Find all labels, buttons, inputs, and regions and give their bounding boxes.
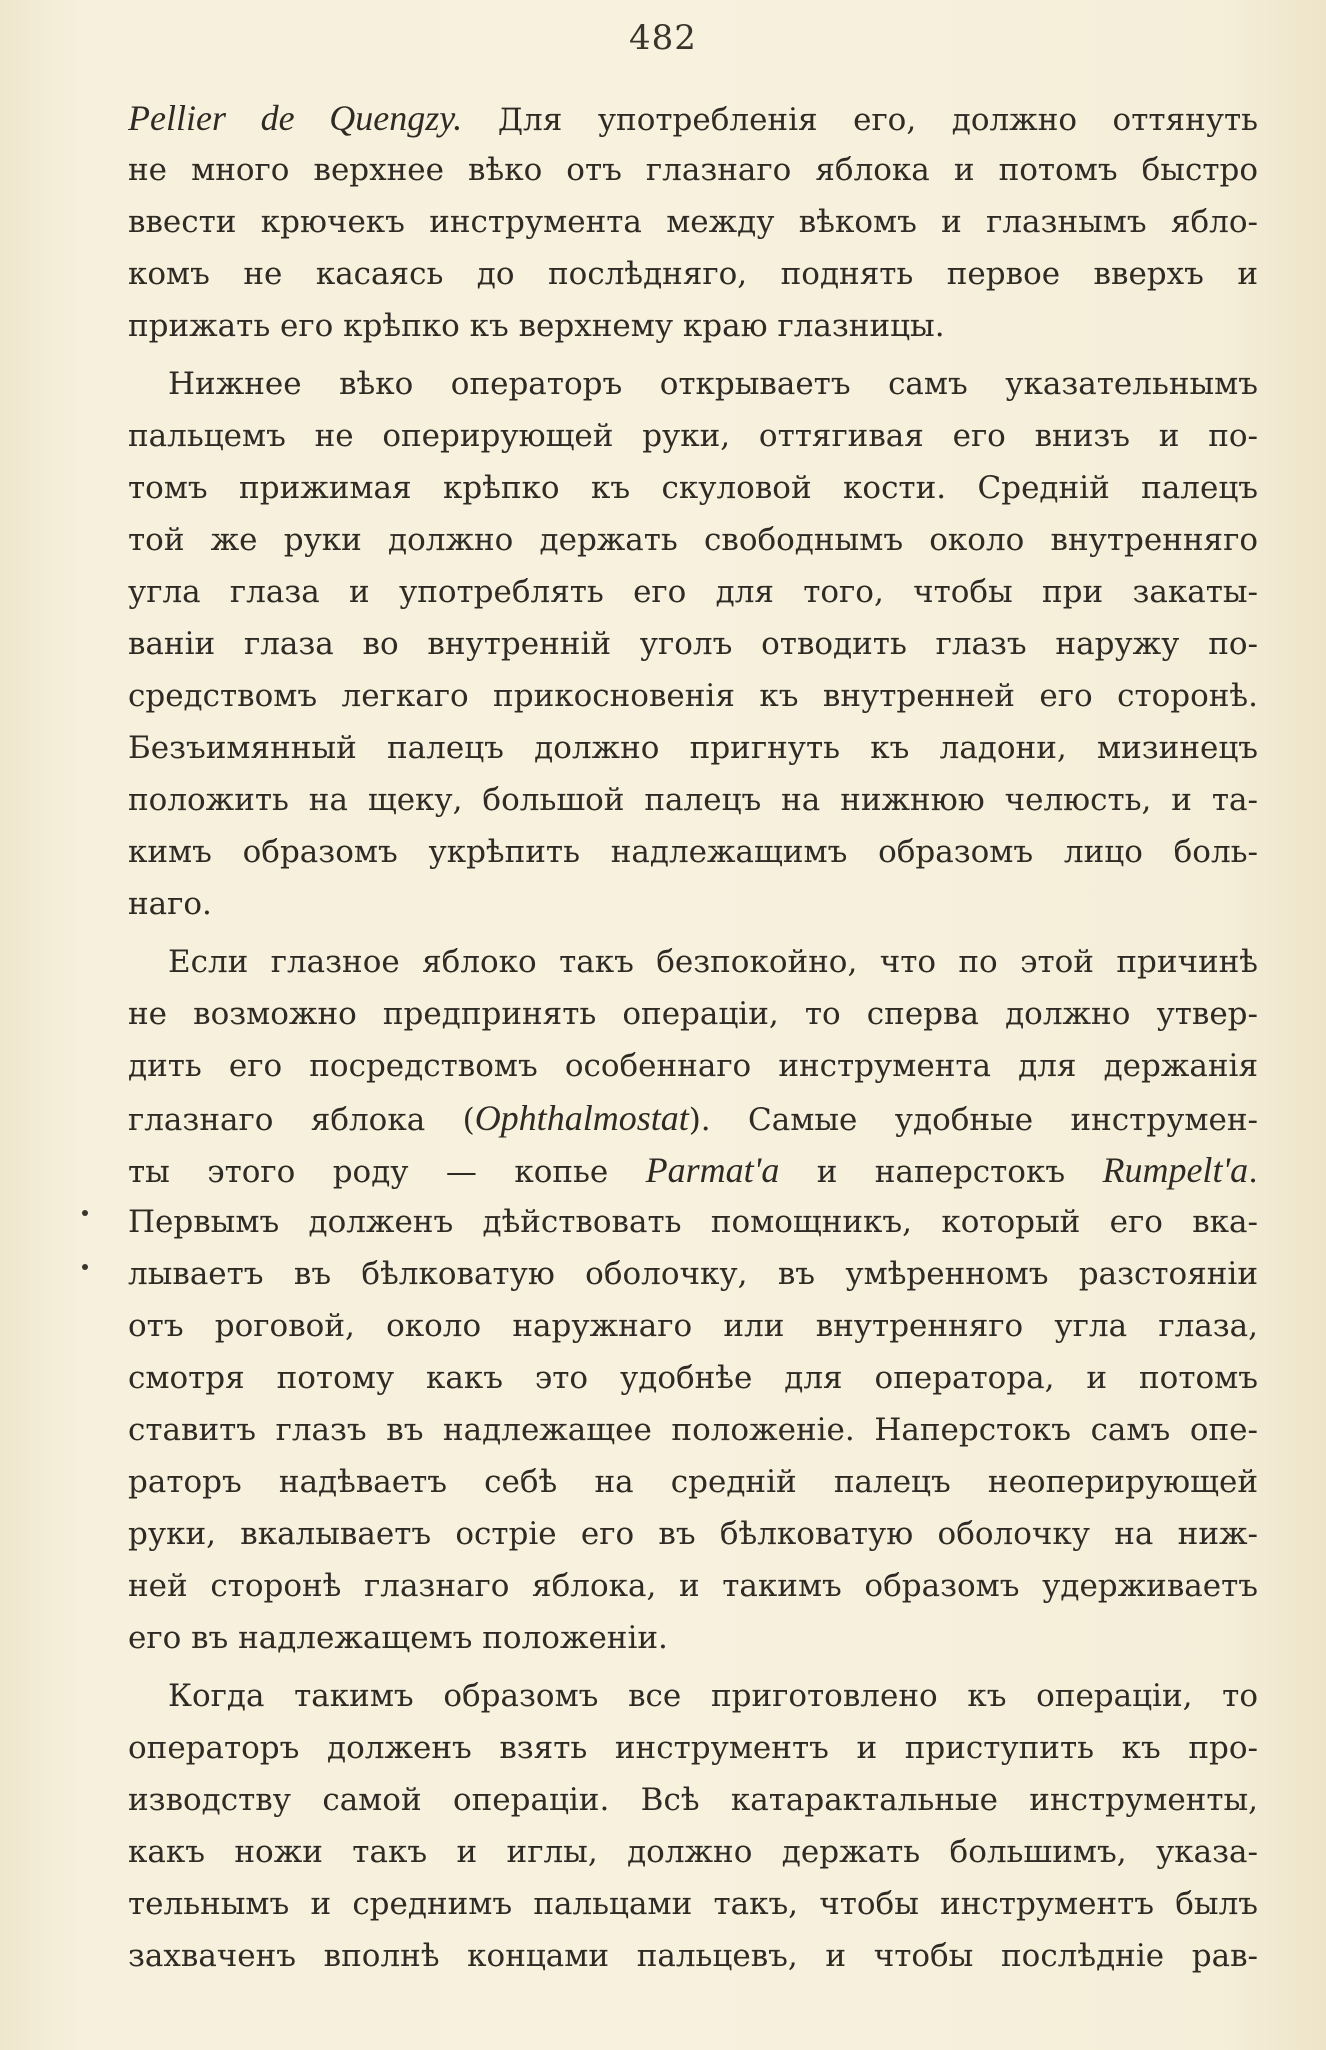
text-line: тельнымъ и среднимъ пальцами такъ, чтобы инструментъ былъ <box>128 1886 1258 1922</box>
text-span: Для употребленія его, должно оттянуть <box>462 102 1258 138</box>
text-line: ставитъ глазъ въ надлежащее положеніе. Наперстокъ самъ опе- <box>128 1412 1258 1448</box>
text-line: не много верхнее вѣко отъ глазнаго яблока и потомъ быстро <box>128 152 1258 188</box>
latin-name: Rumpelt'a <box>1102 1150 1249 1190</box>
text-line: лываетъ въ бѣлковатую оболочку, въ умѣренномъ разстояніи <box>128 1256 1258 1292</box>
text-line: Нижнее вѣко операторъ открываетъ самъ указательнымъ <box>168 366 1258 402</box>
body-text <box>128 92 1258 1982</box>
text-span: и наперстокъ <box>779 1154 1103 1190</box>
text-line: захваченъ вполнѣ концами пальцевъ, и чтобы послѣдніе рав- <box>128 1938 1258 1974</box>
text-line: томъ прижимая крѣпко къ скуловой кости. Средній палецъ <box>128 470 1258 506</box>
text-span: ). Самые удобные инструмен- <box>688 1102 1258 1138</box>
text-line: его въ надлежащемъ положеніи. <box>128 1620 668 1656</box>
text-line: ввести крючекъ инструмента между вѣкомъ и глазнымъ ябло- <box>128 204 1258 240</box>
text-line: руки, вкалываетъ остріе его въ бѣлковатую оболочку на ниж- <box>128 1516 1258 1552</box>
paragraph <box>128 358 1258 930</box>
text-line <box>128 1144 1258 1196</box>
latin-name: Parmat'a <box>645 1150 780 1190</box>
text-line: наго. <box>128 886 212 922</box>
text-line: не возможно предпринять операціи, то сперва должно утвер- <box>128 996 1258 1032</box>
margin-mark <box>82 1264 88 1270</box>
text-line: положить на щеку, большой палецъ на нижнюю челюсть, и та- <box>128 782 1258 818</box>
text-line: изводству самой операціи. Всѣ катарактальные инструменты, <box>128 1782 1258 1818</box>
text-line: угла глаза и употреблять его для того, чтобы при закаты- <box>128 574 1258 610</box>
latin-name: Pellier de Quengzy. <box>128 98 463 138</box>
text-line: ваніи глаза во внутренній уголъ отводить глазъ наружу по- <box>128 626 1258 662</box>
text-line <box>128 1092 1258 1144</box>
paragraph <box>128 92 1258 352</box>
text-line: операторъ долженъ взять инструментъ и приступить къ про- <box>128 1730 1258 1766</box>
text-line: отъ роговой, около наружнаго или внутренняго угла глаза, <box>128 1308 1258 1344</box>
paragraph <box>128 1670 1258 1982</box>
text-line: смотря потому какъ это удобнѣе для оператора, и потомъ <box>128 1360 1258 1396</box>
text-line: средствомъ легкаго прикосновенія къ внутренней его сторонѣ. <box>128 678 1258 714</box>
text-line: пальцемъ не оперирующей руки, оттягивая его внизъ и по- <box>128 418 1258 454</box>
text-span: ты этого роду — копье <box>128 1154 646 1190</box>
text-line: Безъимянный палецъ должно пригнуть къ ладони, мизинецъ <box>128 730 1258 766</box>
margin-mark <box>82 1210 88 1216</box>
text-line: кимъ образомъ укрѣпить надлежащимъ образомъ лицо боль- <box>128 834 1258 870</box>
text-line: Первымъ долженъ дѣйствовать помощникъ, который его вка- <box>128 1204 1258 1240</box>
text-line: какъ ножи такъ и иглы, должно держать большимъ, указа- <box>128 1834 1258 1870</box>
text-line: раторъ надѣваетъ себѣ на средній палецъ неоперирующей <box>128 1464 1258 1500</box>
latin-term: Ophthalmostat <box>474 1098 689 1138</box>
text-line <box>128 92 1258 144</box>
text-span: глазнаго яблока ( <box>128 1102 475 1138</box>
text-line: той же руки должно держать свободнымъ около внутренняго <box>128 522 1258 558</box>
text-line: прижать его крѣпко къ верхнему краю глазницы. <box>128 308 945 344</box>
text-line: Когда такимъ образомъ все приготовлено къ операціи, то <box>168 1678 1258 1714</box>
paragraph <box>128 936 1258 1664</box>
text-line: комъ не касаясь до послѣдняго, поднять первое вверхъ и <box>128 256 1258 292</box>
page-number: 482 <box>629 18 697 58</box>
text-line: Если глазное яблоко такъ безпокойно, что по этой причинѣ <box>168 944 1258 980</box>
text-line: ней сторонѣ глазнаго яблока, и такимъ образомъ удерживаетъ <box>128 1568 1258 1604</box>
text-span: . <box>1248 1154 1258 1190</box>
text-line: дить его посредствомъ особеннаго инструмента для держанія <box>128 1048 1258 1084</box>
